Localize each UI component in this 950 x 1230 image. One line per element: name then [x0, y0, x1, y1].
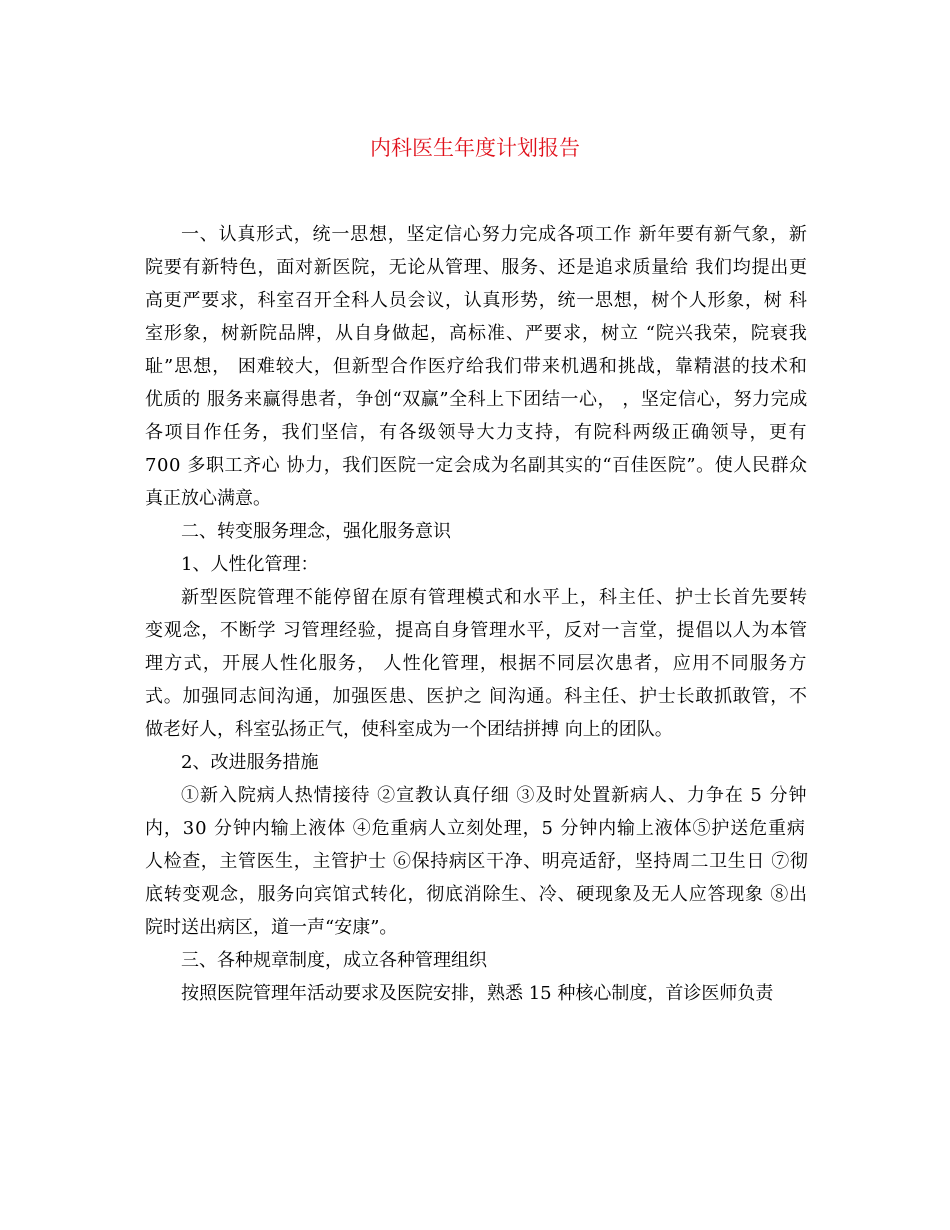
paragraph-line: 真正放心满意。 — [145, 488, 271, 509]
paragraph-line: 新型医院管理不能停留在原有管理模式和水平上，科主任、护士长首先要转 — [181, 587, 808, 608]
paragraph-line: 1、人性化管理： — [181, 554, 319, 575]
paragraph — [145, 977, 808, 1010]
paragraph-line: 三、各种规章制度，成立各种管理组织 — [181, 950, 487, 971]
document-title: 内科医生年度计划报告 — [370, 136, 580, 160]
paragraph-line: 700 多职工齐心 协力，我们医院一定会成为名副其实的“百佳医院”。使人民群众 — [145, 455, 808, 476]
paragraph-line: 耻”思想， 困难较大，但新型合作医疗给我们带来机遇和挑战，靠精湛的技术和 — [145, 356, 808, 377]
paragraph — [145, 548, 808, 581]
paragraph-line: 按照医院管理年活动要求及医院安排，熟悉 15 种核心制度，首诊医师负责 — [181, 983, 774, 1004]
paragraph-line: 理方式，开展人性化服务， 人性化管理，根据不同层次患者，应用不同服务方 — [145, 653, 808, 674]
paragraph-line: 各项目作任务，我们坚信，有各级领导大力支持，有院科两级正确领导，更有 — [145, 422, 808, 443]
paragraph-line: 式。加强同志间沟通，加强医患、医护之 间沟通。科主任、护士长敢抓敢管，不 — [145, 686, 808, 707]
paragraph-line: 二、转变服务理念，强化服务意识 — [181, 521, 451, 542]
paragraph-line: 变观念，不断学 习管理经验，提高自身管理水平，反对一言堂，提倡以人为本管 — [145, 620, 808, 641]
paragraph-line: 院时送出病区，道一声“安康”。 — [145, 917, 398, 938]
paragraph — [145, 515, 808, 548]
paragraph-line: 底转变观念，服务向宾馆式转化，彻底消除生、冷、硬现象及无人应答现象 ⑧出 — [145, 884, 808, 905]
paragraph — [145, 581, 808, 746]
paragraph — [145, 944, 808, 977]
paragraph — [145, 218, 808, 515]
paragraph-line: 一、认真形式，统一思想，坚定信心努力完成各项工作 新年要有新气象，新 — [181, 224, 808, 245]
paragraph-line: 做老好人，科室弘扬正气，使科室成为一个团结拼搏 向上的团队。 — [145, 719, 673, 740]
paragraph-line: 内，30 分钟内输上液体 ④危重病人立刻处理，5 分钟内输上液体⑤护送危重病 — [145, 818, 806, 839]
paragraph-line: 优质的 服务来赢得患者，争创“双赢”全科上下团结一心， ，坚定信心，努力完成 — [145, 389, 808, 410]
paragraph-line: 室形象，树新院品牌，从自身做起，高标准、严要求，树立 “院兴我荣，院衰我 — [145, 323, 808, 344]
paragraph-line: 高更严要求，科室召开全科人员会议，认真形势，统一思想，树个人形象，树 科 — [145, 290, 808, 311]
paragraph-line: 人检查，主管医生，主管护士 ⑥保持病区干净、明亮适舒，坚持周二卫生日 ⑦彻 — [145, 851, 809, 872]
paragraph — [145, 779, 808, 944]
paragraph-line: 2、改进服务措施 — [181, 752, 319, 773]
paragraph-line: ①新入院病人热情接待 ②宣教认真仔细 ③及时处置新病人、力争在 5 分钟 — [181, 785, 808, 806]
paragraph — [145, 746, 808, 779]
paragraph-line: 院要有新特色，面对新医院，无论从管理、服务、还是追求质量给 我们均提出更 — [145, 257, 808, 278]
document-body — [145, 218, 808, 1010]
